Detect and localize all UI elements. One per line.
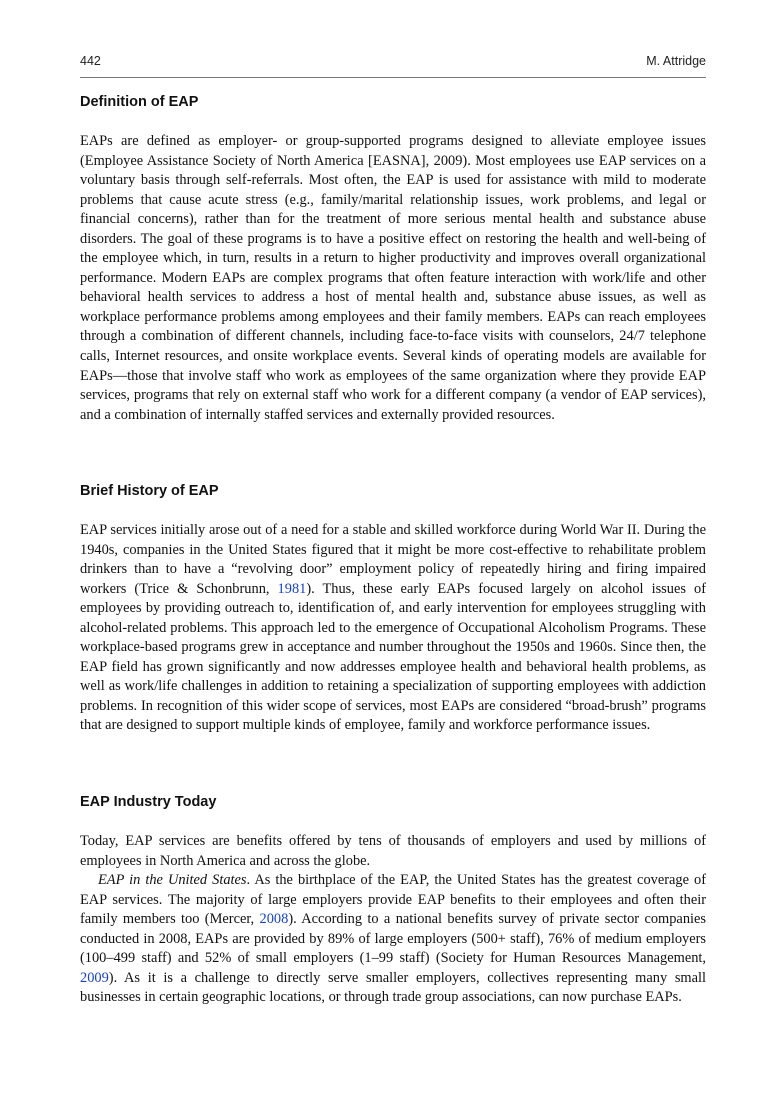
- text-run: . As the birthplace of the EAP, the United States has the greatest coverage of EAP services. The majority of large employers provide EAP benefits to their employees and often their family members too (Mercer,: [80, 872, 706, 928]
- citation-link-1981[interactable]: 1981: [277, 580, 307, 597]
- paragraph: Today, EAP services are benefits offered by tens of thousands of employers and used by millions of employees in North America and across the globe.: [80, 833, 706, 869]
- page-number: 442: [80, 54, 101, 68]
- running-head-author: M. Attridge: [646, 54, 706, 68]
- citation-link-2009[interactable]: 2009: [80, 969, 109, 986]
- text-run: EAP services initially arose out of a need for a stable and skilled workforce during World War II. During the 1940s, companies in the United States figured that it might be more cost-effective to rehabilitate problem drinkers than to have a “revolving door” employment policy of repeatedly hiring and firing impaired workers (Trice & Schonbrunn,: [80, 522, 706, 597]
- section-industry-body: [80, 832, 706, 1008]
- citation-link-2008[interactable]: 2008: [259, 911, 289, 928]
- paragraph: [80, 521, 706, 736]
- section-heading-history: Brief History of EAP: [80, 483, 219, 499]
- section-definition-body: [80, 132, 706, 425]
- section-history-body: [80, 521, 706, 736]
- text-run: ). According to a national benefits survey of private sector companies conducted in 2008, EAPs are provided by 89% of large employers (500+ staff), 76% of medium employers (100–499 staff) and 52% of small employers (1–99 staff) (Society for Human Resources Management,: [80, 911, 706, 967]
- italic-lead: EAP in the United States: [98, 872, 247, 889]
- text-run: ). As it is a challenge to directly serve smaller employers, collectives representing many small businesses in certain geographic locations, or through trade group associations, can now purchase EAPs.: [80, 969, 706, 1006]
- running-head: [80, 54, 706, 78]
- section-heading-industry: EAP Industry Today: [80, 794, 217, 810]
- paragraph: [80, 871, 706, 1008]
- text-run: ). Thus, these early EAPs focused largely on alcohol issues of employees by providing outreach to, identification of, and early intervention for employees struggling with alcohol-related problems. This approach led to the emergence of Occupational Alcoholism Programs. These workplace-based programs grew in acceptance and number throughout the 1950s and 1960s. Since then, the EAP field has grown significantly and now addresses employee health and behavioral health problems, as well as work/life challenges in addition to retaining a specialization of supporting employees with addiction problems. In recognition of this wider scope of services, most EAPs are considered “broad-brush” programs that are designed to support multiple kinds of employee, family and workforce performance issues.: [80, 580, 707, 734]
- section-heading-definition: Definition of EAP: [80, 94, 199, 110]
- paragraph: EAPs are defined as employer- or group-supported programs designed to alleviate employee issues (Employee Assistance Society of North America [EASNA], 2009). Most employees use EAP services on a voluntary basis through self-referrals. Most often, the EAP is used for assistance with mild to moderate problems that cause acute stress (e.g., family/marital relationship issues, work problems, and legal or financial concerns), rather than for the treatment of more serious mental health and substance abuse disorders. The goal of these programs is to have a positive effect on restoring the health and well-being of the employee which, in turn, results in a return to higher productivity and improves overall organizational performance. Modern EAPs are complex programs that often feature interaction with work/life and other behavioral health services to address a host of mental health and, substance abuse issues, as well as workplace performance problems among employees and their family members. EAPs can reach employees through a combination of different channels, including face-to-face visits with counselors, 24/7 telephone calls, Internet resources, and onsite workplace events. Several kinds of operating models are available for EAPs—those that involve staff who work as employees of the same organization where they provide EAP services, programs that rely on external staff who work for a different company (a vendor of EAP services), and a combination of internally staffed services and externally provided resources.: [80, 133, 706, 423]
